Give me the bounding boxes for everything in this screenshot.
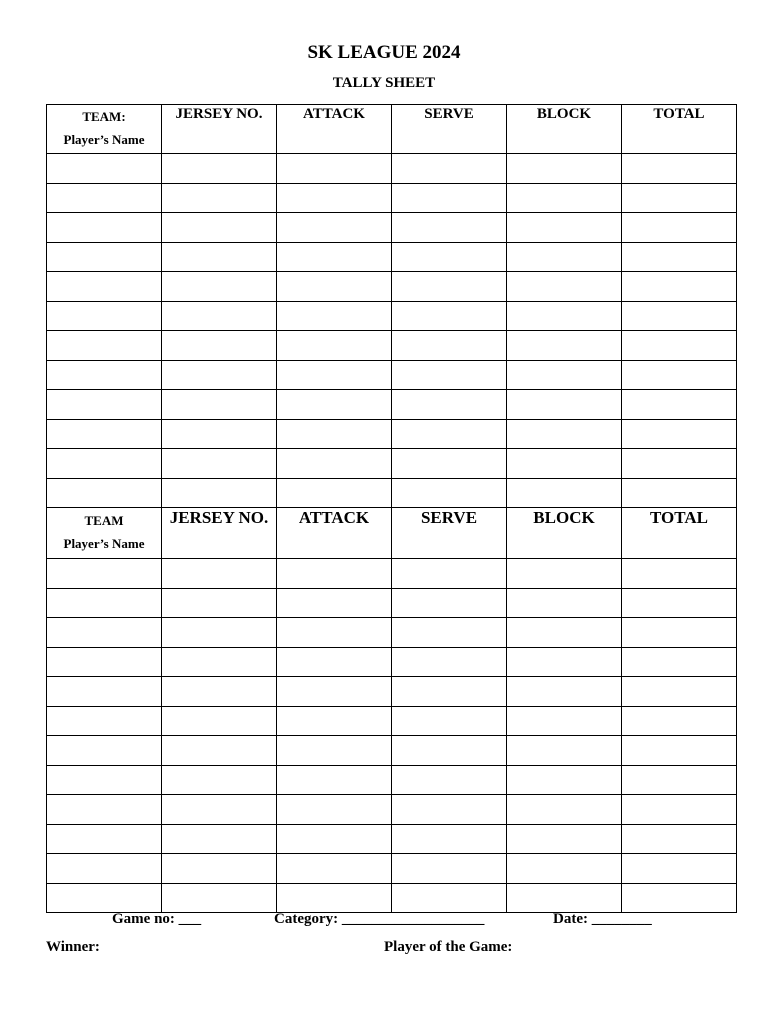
block-cell[interactable] [507,618,622,648]
player-cell[interactable] [47,242,162,272]
serve-cell[interactable] [392,559,507,589]
attack-cell[interactable] [277,706,392,736]
player-cell[interactable] [47,478,162,508]
column-header-block: BLOCK [507,105,622,154]
total-cell[interactable] [622,449,737,479]
block-cell[interactable] [507,390,622,420]
block-cell[interactable] [507,449,622,479]
column-header-total: TOTAL [622,105,737,154]
attack-cell[interactable] [277,647,392,677]
attack-cell[interactable] [277,242,392,272]
jersey-cell[interactable] [162,883,277,913]
jersey-cell[interactable] [162,331,277,361]
block-cell[interactable] [507,854,622,884]
jersey-cell[interactable] [162,213,277,243]
player-cell[interactable] [47,765,162,795]
player-cell[interactable] [47,647,162,677]
sheet-title: SK LEAGUE 2024 [307,42,461,63]
block-cell[interactable] [507,242,622,272]
total-cell[interactable] [622,213,737,243]
jersey-cell[interactable] [162,677,277,707]
serve-cell[interactable] [392,706,507,736]
total-cell[interactable] [622,706,737,736]
total-cell[interactable] [622,390,737,420]
team-label: TEAM [84,513,124,528]
player-name-label: Player’s Name [63,536,145,551]
player-cell[interactable] [47,588,162,618]
player-name-label: Player’s Name [63,132,145,147]
serve-cell[interactable] [392,588,507,618]
table-row [47,588,737,618]
header-row-2 [47,508,737,559]
player-cell[interactable] [47,360,162,390]
player-cell[interactable] [47,706,162,736]
table-row [47,360,737,390]
team-player-header [47,508,162,559]
player-cell[interactable] [47,854,162,884]
header-row-1 [47,105,737,154]
jersey-cell[interactable] [162,647,277,677]
serve-cell[interactable] [392,478,507,508]
serve-cell[interactable] [392,736,507,766]
attack-cell[interactable] [277,301,392,331]
total-cell[interactable] [622,478,737,508]
total-cell[interactable] [622,331,737,361]
block-cell[interactable] [507,588,622,618]
attack-cell[interactable] [277,618,392,648]
jersey-cell[interactable] [162,588,277,618]
table-row [47,272,737,302]
total-cell[interactable] [622,765,737,795]
table-row [47,706,737,736]
attack-cell[interactable] [277,588,392,618]
column-header-jersey: JERSEY NO. [162,105,277,154]
serve-cell[interactable] [392,419,507,449]
column-header-attack: ATTACK [277,105,392,154]
serve-cell[interactable] [392,272,507,302]
tally-table [46,104,737,913]
player-cell[interactable] [47,183,162,213]
player-of-game-field[interactable]: Player of the Game: [384,939,513,955]
total-cell[interactable] [622,854,737,884]
serve-cell[interactable] [392,213,507,243]
total-cell[interactable] [622,588,737,618]
block-cell[interactable] [507,478,622,508]
table-row [47,824,737,854]
jersey-cell[interactable] [162,360,277,390]
team-label: TEAM: [82,109,126,124]
total-cell[interactable] [622,795,737,825]
total-cell[interactable] [622,154,737,184]
block-cell[interactable] [507,824,622,854]
attack-cell[interactable] [277,154,392,184]
table-row [47,213,737,243]
player-cell[interactable] [47,154,162,184]
total-cell[interactable] [622,559,737,589]
player-cell[interactable] [47,677,162,707]
serve-cell[interactable] [392,183,507,213]
attack-cell[interactable] [277,883,392,913]
block-cell[interactable] [507,647,622,677]
attack-cell[interactable] [277,419,392,449]
jersey-cell[interactable] [162,390,277,420]
player-cell[interactable] [47,272,162,302]
block-cell[interactable] [507,419,622,449]
attack-cell[interactable] [277,824,392,854]
serve-cell[interactable] [392,390,507,420]
total-cell[interactable] [622,272,737,302]
jersey-cell[interactable] [162,795,277,825]
total-cell[interactable] [622,419,737,449]
table-row [47,618,737,648]
player-cell[interactable] [47,618,162,648]
total-cell[interactable] [622,242,737,272]
total-cell[interactable] [622,883,737,913]
jersey-cell[interactable] [162,301,277,331]
total-cell[interactable] [622,183,737,213]
attack-cell[interactable] [277,478,392,508]
player-cell[interactable] [47,559,162,589]
serve-cell[interactable] [392,795,507,825]
serve-cell[interactable] [392,301,507,331]
attack-cell[interactable] [277,559,392,589]
player-cell[interactable] [47,419,162,449]
block-cell[interactable] [507,765,622,795]
player-cell[interactable] [47,795,162,825]
player-cell[interactable] [47,736,162,766]
jersey-cell[interactable] [162,854,277,884]
team-player-header [47,105,162,154]
date-field[interactable]: Date: ________ [553,911,652,927]
jersey-cell[interactable] [162,736,277,766]
attack-cell[interactable] [277,854,392,884]
table-row [47,242,737,272]
jersey-cell[interactable] [162,618,277,648]
column-header-attack: ATTACK [277,508,392,559]
player-cell[interactable] [47,824,162,854]
serve-cell[interactable] [392,154,507,184]
column-header-block: BLOCK [507,508,622,559]
table-row [47,647,737,677]
table-row [47,301,737,331]
table-row [47,390,737,420]
jersey-cell[interactable] [162,183,277,213]
total-cell[interactable] [622,301,737,331]
table-row [47,559,737,589]
attack-cell[interactable] [277,213,392,243]
jersey-cell[interactable] [162,449,277,479]
table-row [47,795,737,825]
table-row [47,154,737,184]
block-cell[interactable] [507,795,622,825]
table-row [47,183,737,213]
jersey-cell[interactable] [162,242,277,272]
total-cell[interactable] [622,360,737,390]
serve-cell[interactable] [392,677,507,707]
column-header-jersey: JERSEY NO. [162,508,277,559]
serve-cell[interactable] [392,824,507,854]
column-header-serve: SERVE [392,508,507,559]
table-row [47,765,737,795]
block-cell[interactable] [507,272,622,302]
total-cell[interactable] [622,618,737,648]
sheet-subtitle: TALLY SHEET [332,75,436,91]
jersey-cell[interactable] [162,824,277,854]
game-no-field[interactable]: Game no: ___ [112,911,202,927]
player-cell[interactable] [47,449,162,479]
jersey-cell[interactable] [162,154,277,184]
category-field[interactable]: Category: ___________________ [274,911,485,927]
attack-cell[interactable] [277,765,392,795]
player-cell[interactable] [47,883,162,913]
total-cell[interactable] [622,824,737,854]
serve-cell[interactable] [392,449,507,479]
table-row [47,677,737,707]
total-cell[interactable] [622,647,737,677]
serve-cell[interactable] [392,647,507,677]
table-row [47,854,737,884]
attack-cell[interactable] [277,272,392,302]
total-cell[interactable] [622,677,737,707]
block-cell[interactable] [507,559,622,589]
block-cell[interactable] [507,331,622,361]
total-cell[interactable] [622,736,737,766]
jersey-cell[interactable] [162,559,277,589]
serve-cell[interactable] [392,360,507,390]
block-cell[interactable] [507,183,622,213]
table-row [47,736,737,766]
player-cell[interactable] [47,213,162,243]
serve-cell[interactable] [392,854,507,884]
table-row [47,883,737,913]
block-cell[interactable] [507,360,622,390]
block-cell[interactable] [507,213,622,243]
jersey-cell[interactable] [162,272,277,302]
table-row [47,478,737,508]
table-row [47,331,737,361]
block-cell[interactable] [507,883,622,913]
attack-cell[interactable] [277,390,392,420]
column-header-serve: SERVE [392,105,507,154]
serve-cell[interactable] [392,883,507,913]
jersey-cell[interactable] [162,478,277,508]
serve-cell[interactable] [392,242,507,272]
attack-cell[interactable] [277,183,392,213]
table-row [47,449,737,479]
jersey-cell[interactable] [162,765,277,795]
block-cell[interactable] [507,677,622,707]
winner-field[interactable]: Winner: [46,939,100,955]
jersey-cell[interactable] [162,419,277,449]
block-cell[interactable] [507,706,622,736]
player-cell[interactable] [47,331,162,361]
player-cell[interactable] [47,301,162,331]
table-row [47,419,737,449]
attack-cell[interactable] [277,360,392,390]
jersey-cell[interactable] [162,706,277,736]
serve-cell[interactable] [392,618,507,648]
attack-cell[interactable] [277,677,392,707]
block-cell[interactable] [507,301,622,331]
column-header-total: TOTAL [622,508,737,559]
attack-cell[interactable] [277,449,392,479]
block-cell[interactable] [507,154,622,184]
attack-cell[interactable] [277,331,392,361]
player-cell[interactable] [47,390,162,420]
serve-cell[interactable] [392,331,507,361]
block-cell[interactable] [507,736,622,766]
attack-cell[interactable] [277,736,392,766]
attack-cell[interactable] [277,795,392,825]
serve-cell[interactable] [392,765,507,795]
